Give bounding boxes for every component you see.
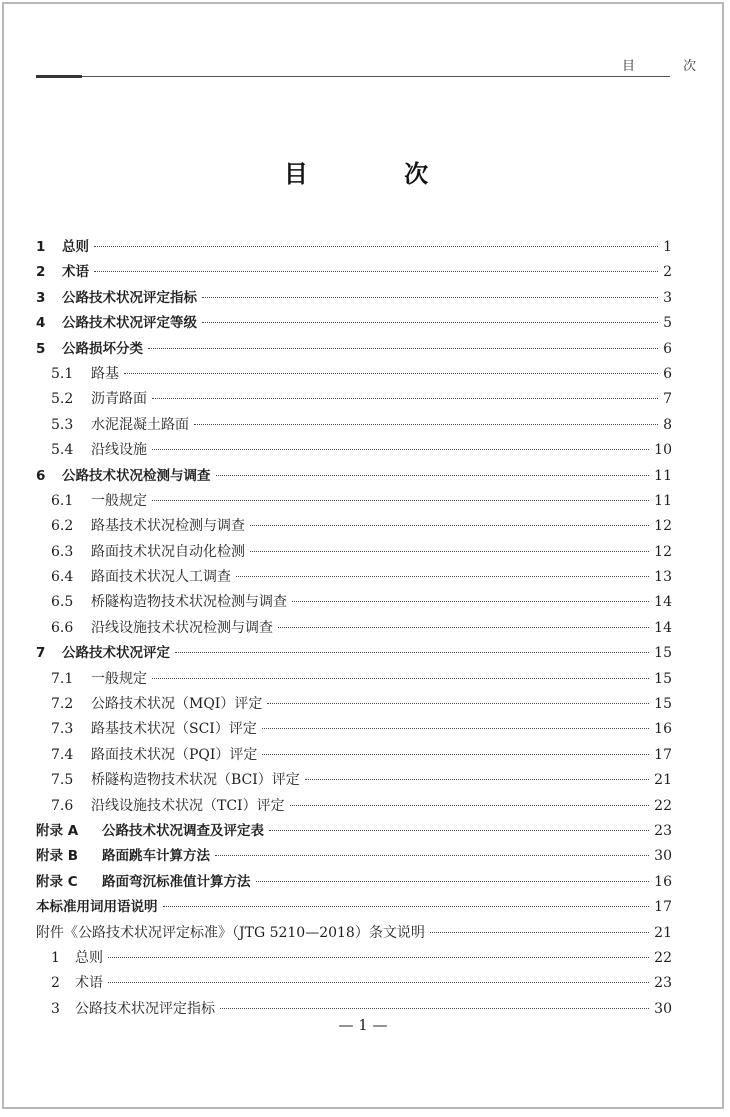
toc-entry-number: 6 [36, 467, 46, 484]
toc-entry-page: 1 [663, 239, 672, 255]
toc-entry[interactable] [36, 464, 672, 489]
toc-dot-leader [290, 805, 650, 806]
toc-dot-leader [163, 906, 650, 907]
toc-entry-page: 15 [654, 696, 672, 713]
toc-dot-leader [148, 348, 658, 349]
toc-entry[interactable] [36, 819, 672, 844]
toc-entry-number: 7.2 [51, 696, 74, 713]
toc-entry-number: 5.2 [51, 391, 74, 408]
toc-dot-leader [292, 601, 649, 602]
toc-entry-label: 水泥混凝土路面 [91, 416, 189, 433]
toc-entry[interactable] [36, 616, 672, 641]
toc-entry-label: 一般规定 [91, 670, 147, 687]
toc-entry-label: 路面技术状况自动化检测 [91, 543, 245, 560]
toc-dot-leader [256, 881, 650, 882]
toc-entry[interactable] [36, 438, 672, 463]
toc-entry-number: 3 [36, 289, 46, 306]
toc-dot-leader [220, 1008, 649, 1009]
toc-entry[interactable] [36, 260, 672, 285]
toc-entry-number: 6.1 [51, 492, 74, 509]
toc-entry-number: 7.4 [51, 746, 74, 763]
toc-entry[interactable] [36, 641, 672, 666]
toc-entry-number: 1 [36, 239, 46, 255]
toc-entry-number: 1 [51, 949, 60, 966]
toc-entry-label: 公路损坏分类 [62, 340, 143, 357]
toc-entry[interactable] [36, 387, 672, 412]
toc-entry-label: 沿线设施 [91, 442, 147, 459]
toc-entry-label: 一般规定 [91, 492, 147, 509]
toc-entry[interactable] [36, 971, 672, 996]
toc-entry-label: 路面跳车计算方法 [102, 848, 210, 865]
toc-entry[interactable] [36, 667, 672, 692]
toc-entry-number: 6.2 [51, 518, 74, 535]
toc-entry[interactable] [36, 870, 672, 895]
document-page [2, 2, 724, 1109]
toc-entry-number: 附录 C [36, 873, 78, 890]
toc-entry-label: 路基 [91, 365, 119, 382]
toc-entry[interactable] [36, 540, 672, 565]
toc-entry-page: 23 [654, 975, 672, 992]
toc-entry-label: 沿线设施技术状况（TCI）评定 [91, 797, 285, 814]
toc-entry-page: 14 [654, 619, 672, 636]
toc-dot-leader [108, 957, 649, 958]
toc-entry-label: 公路技术状况评定 [62, 645, 170, 662]
toc-dot-leader [94, 246, 658, 247]
toc-entry-label: 路基技术状况（SCI）评定 [91, 721, 257, 738]
toc-entry[interactable] [36, 235, 672, 260]
header-rule [36, 76, 670, 77]
toc-entry-page: 21 [654, 772, 672, 789]
toc-dot-leader [94, 271, 658, 272]
toc-entry[interactable] [36, 895, 672, 920]
table-of-contents [36, 235, 672, 1022]
toc-dot-leader [262, 728, 649, 729]
toc-entry-page: 21 [654, 924, 672, 941]
page-number: — 1 — [338, 1016, 388, 1034]
toc-dot-leader [430, 932, 649, 933]
toc-entry-label: 路面技术状况人工调查 [91, 569, 231, 586]
toc-entry-number: 4 [36, 315, 46, 332]
toc-entry-page: 30 [654, 848, 672, 865]
toc-entry-page: 7 [663, 391, 672, 408]
toc-entry[interactable] [36, 514, 672, 539]
toc-dot-leader [124, 373, 658, 374]
toc-entry-label: 桥隧构造物技术状况（BCI）评定 [91, 772, 300, 789]
toc-entry-label: 沥青路面 [91, 391, 147, 408]
toc-entry-number: 附录 A [36, 822, 79, 839]
toc-entry[interactable] [36, 717, 672, 742]
toc-entry-page: 22 [654, 949, 672, 966]
toc-dot-leader [175, 652, 649, 653]
toc-dot-leader [262, 754, 649, 755]
toc-entry-page: 11 [654, 467, 672, 484]
toc-entry-label: 总则 [62, 239, 89, 255]
toc-entry-page: 2 [663, 264, 672, 281]
toc-entry-page: 13 [654, 569, 672, 586]
toc-entry-label: 附件《公路技术状况评定标准》（JTG 5210—2018）条文说明 [36, 924, 425, 941]
toc-entry[interactable] [36, 565, 672, 590]
toc-entry-number: 5 [36, 340, 46, 357]
toc-entry[interactable] [36, 768, 672, 793]
toc-entry[interactable] [36, 413, 672, 438]
toc-entry[interactable] [36, 286, 672, 311]
toc-entry[interactable] [36, 946, 672, 971]
toc-entry[interactable] [36, 489, 672, 514]
toc-entry-number: 6.6 [51, 619, 74, 636]
toc-dot-leader [305, 779, 649, 780]
toc-entry-page: 14 [654, 594, 672, 611]
toc-entry-number: 2 [36, 264, 46, 281]
toc-entry-number: 6.4 [51, 569, 74, 586]
toc-entry-page: 23 [654, 822, 672, 839]
toc-dot-leader [152, 398, 658, 399]
toc-entry[interactable] [36, 590, 672, 615]
toc-entry[interactable] [36, 743, 672, 768]
toc-dot-leader [152, 449, 649, 450]
toc-entry-label: 桥隧构造物技术状况检测与调查 [91, 594, 287, 611]
toc-entry-number: 6.5 [51, 594, 74, 611]
toc-dot-leader [152, 678, 649, 679]
toc-entry-label: 公路技术状况评定指标 [62, 289, 197, 306]
toc-dot-leader [250, 525, 649, 526]
toc-entry-page: 6 [663, 365, 672, 382]
toc-entry-page: 22 [654, 797, 672, 814]
toc-entry-label: 公路技术状况调查及评定表 [102, 822, 264, 839]
toc-entry-number: 7.6 [51, 797, 74, 814]
toc-dot-leader [152, 500, 649, 501]
toc-entry[interactable] [36, 844, 672, 869]
toc-entry-page: 8 [663, 416, 672, 433]
toc-entry-label: 本标准用词用语说明 [36, 899, 158, 916]
toc-entry-label: 术语 [62, 264, 89, 281]
toc-dot-leader [278, 627, 649, 628]
toc-entry-page: 10 [654, 442, 672, 459]
toc-dot-leader [236, 576, 649, 577]
toc-dot-leader [194, 424, 658, 425]
toc-entry[interactable] [36, 337, 672, 362]
toc-entry[interactable] [36, 311, 672, 336]
toc-dot-leader [202, 322, 658, 323]
toc-entry-label: 路基技术状况检测与调查 [91, 518, 245, 535]
toc-entry-label: 路面技术状况（PQI）评定 [91, 746, 258, 763]
toc-dot-leader [202, 297, 658, 298]
toc-entry-number: 5.4 [51, 442, 74, 459]
toc-entry-label: 沿线设施技术状况检测与调查 [91, 619, 273, 636]
toc-dot-leader [216, 475, 650, 476]
page-title: 目 次 [283, 160, 473, 188]
toc-dot-leader [267, 703, 649, 704]
toc-entry-number: 7.5 [51, 772, 74, 789]
toc-entry-page: 12 [654, 543, 672, 560]
toc-entry-label: 总则 [75, 949, 103, 966]
toc-entry[interactable] [36, 921, 672, 946]
toc-entry-page: 5 [663, 315, 672, 332]
toc-entry-page: 16 [654, 873, 672, 890]
toc-entry-number: 2 [51, 975, 60, 992]
toc-entry-page: 12 [654, 518, 672, 535]
toc-entry-number: 5.3 [51, 416, 74, 433]
toc-dot-leader [108, 982, 649, 983]
toc-entry-page: 6 [663, 340, 672, 357]
toc-entry-label: 路面弯沉标准值计算方法 [102, 873, 251, 890]
toc-entry-label: 术语 [75, 975, 103, 992]
toc-entry-page: 30 [654, 1000, 672, 1017]
toc-entry[interactable] [36, 362, 672, 387]
toc-entry-page: 11 [654, 492, 672, 509]
toc-entry-number: 附录 B [36, 848, 78, 865]
toc-entry-page: 15 [654, 670, 672, 687]
toc-entry-number: 3 [51, 1000, 60, 1017]
toc-entry-number: 6.3 [51, 543, 74, 560]
toc-entry-label: 公路技术状况检测与调查 [62, 467, 211, 484]
toc-entry-number: 7.3 [51, 721, 74, 738]
running-header: 目 次 [622, 59, 719, 74]
toc-entry-page: 3 [663, 289, 672, 306]
toc-entry-number: 5.1 [51, 365, 74, 382]
toc-dot-leader [269, 830, 649, 831]
toc-entry-page: 17 [654, 899, 672, 916]
toc-entry[interactable] [36, 692, 672, 717]
toc-entry-label: 公路技术状况评定指标 [75, 1000, 215, 1017]
toc-entry-label: 公路技术状况评定等级 [62, 315, 197, 332]
toc-entry-page: 16 [654, 721, 672, 738]
toc-entry-label: 公路技术状况（MQI）评定 [91, 696, 263, 713]
toc-entry-number: 7 [36, 645, 46, 662]
toc-entry[interactable] [36, 794, 672, 819]
toc-entry-page: 17 [654, 746, 672, 763]
toc-entry-number: 7.1 [51, 670, 74, 687]
toc-dot-leader [215, 855, 649, 856]
toc-entry-page: 15 [654, 645, 672, 662]
toc-dot-leader [250, 551, 649, 552]
